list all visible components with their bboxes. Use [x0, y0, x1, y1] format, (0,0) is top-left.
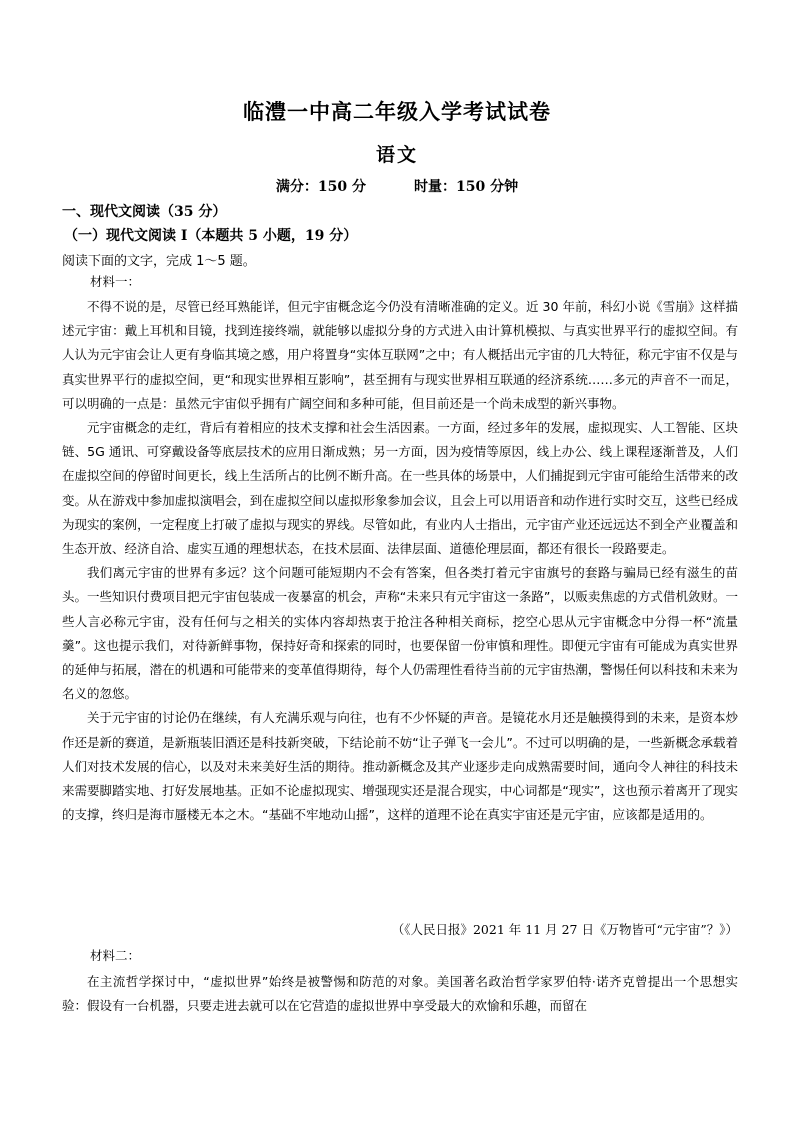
section-heading: 一、现代文阅读（35 分）: [62, 204, 227, 220]
exam-title: 临澧一中高二年级入学考试试卷: [243, 99, 551, 124]
paragraph: 关于元宇宙的讨论仍在继续，有人充满乐观与向往，也有不少怀疑的声音。是镜花水月还是触摸得到的未来，是资本炒作还是新的赛道，是新瓶装旧酒还是科技新突破，下结论前不妨“让子弹飞一会儿”。不过可以明确的是，一些新概念承载着人们对技术发展的信心，以及对未来美好生活的期待。推动新概念及其产业逐步走向成熟需要时间，通向令人神往的科技未来需要脚踏实地、打好发展地基。正如不论虚拟现实、增强现实还是混合现实，中心词都是“现实”，这也预示着离开了现实的支撑，终归是海市蜃楼无本之木。“基础不牢地动山摇”，这样的道理不论在真实宇宙还是元宇宙，应该都是适用的。: [62, 710, 738, 823]
paragraph: 元宇宙概念的走红，背后有着相应的技术支撑和社会生活因素。一方面，经过多年的发展，虚拟现实、人工智能、区块链、5G 通讯、可穿戴设备等底层技术的应用日渐成熟；另一方面，因为疫情等原因，线上办公、线上课程逐渐普及，人们在虚拟空间的停留时间更长，线上生活所占的比例不断升高。在一些具体的场景中，人们捕捉到元宇宙可能给生活带来的改变。从在游戏中参加虚拟演唱会，到在虚拟空间以虚拟形象参加会议，且会上可以用语音和动作进行实时交互，这些已经成为现实的案例，一定程度上打破了虚拟与现实的界线。尽管如此，有业内人士指出，元宇宙产业还远远达不到全产业覆盖和生态开放、经济自洽、虚实互通的理想状态，在技术层面、法律层面、道德伦理层面，都还有很长一段路要走。: [62, 420, 738, 557]
part-heading: （一）现代文阅读 I（本题共 5 小题，19 分）: [64, 228, 358, 244]
full-score: 满分：150 分: [275, 179, 366, 195]
exam-meta: [0, 176, 794, 196]
paragraph: 不得不说的是，尽管已经耳熟能详，但元宇宙概念迄今仍没有清晰准确的定义。近 30 年前，科幻小说《雪崩》这样描述元宇宙：戴上耳机和目镜，找到连接终端，就能够以虚拟分身的方式进入由计算机模拟、与真实世界平行的虚拟空间。有人认为元宇宙会让人更有身临其境之感，用户将置身“实体互联网”之中；有人概括出元宇宙的几大特征，称元宇宙不仅是与真实世界平行的虚拟空间，更“和现实世界相互影响”，甚至拥有与现实世界相互联通的经济系统……多元的声音不一而足，可以明确的一点是：虽然元宇宙似乎拥有广阔空间和多种可能，但目前还是一个尚未成型的新兴事物。: [62, 299, 738, 411]
material-one-text: [62, 295, 738, 827]
paragraph: 在主流哲学探讨中，“虚拟世界”始终是被警惕和防范的对象。美国著名政治哲学家罗伯特·诺齐克曾提出一个思想实验：假设有一台机器，只要走进去就可以在它营造的虚拟世界中享受最大的欢愉和乐趣，而留在: [62, 974, 738, 1014]
material-two-text: [62, 970, 738, 1018]
material-one-label: 材料一：: [90, 274, 141, 289]
subject-title: 语文: [375, 144, 418, 166]
paragraph: 我们离元宇宙的世界有多远？这个问题可能短期内不会有答案，但各类打着元宇宙旗号的套路与骗局已经有滋生的苗头。一些知识付费项目把元宇宙包装成一夜暴富的机会，声称“未来只有元宇宙这一条路”，以贩卖焦虑的方式借机敛财。一些人言必称元宇宙，没有任何与之相关的实体内容却热衷于抢注各种相关商标，挖空心思从元宇宙概念中分得一杯“流量羹”。这也提示我们，对待新鲜事物，保持好奇和探索的同时，也要保留一份审慎和理性。即便元宇宙有可能成为真实世界的延伸与拓展，潜在的机遇和可能带来的变革值得期待，每个人仍需理性看待当前的元宇宙热潮，警惕任何以科技和未来为名义的忽悠。: [62, 565, 738, 702]
reading-instruction: 阅读下面的文字，完成 1～5 题。: [62, 254, 256, 269]
source-citation: （《人民日报》2021 年 11 月 27 日《万物皆可“元宇宙”？》）: [391, 922, 738, 937]
material-two-label: 材料二：: [90, 948, 141, 963]
time-limit: 时量：150 分钟: [414, 179, 519, 195]
